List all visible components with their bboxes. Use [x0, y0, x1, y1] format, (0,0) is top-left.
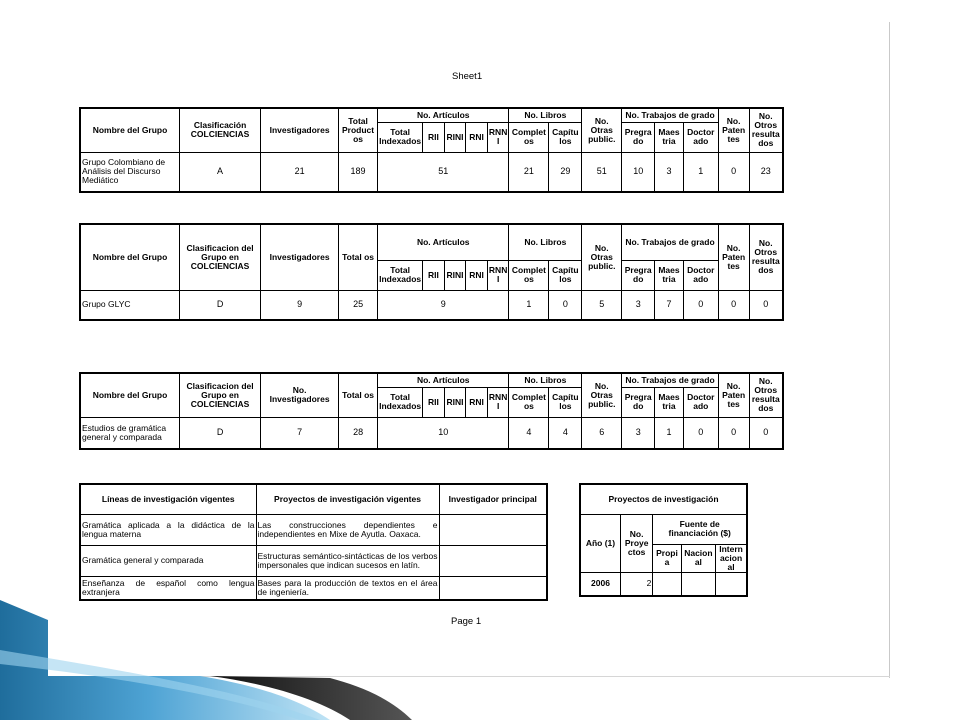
cell-maestria: 3 — [655, 152, 684, 192]
header-rinii: RINI — [444, 122, 466, 152]
page-edge-right — [889, 22, 890, 678]
header-no-articulos: No. Artículos — [378, 224, 509, 260]
cell-nombre: Grupo Colombiano de Análisis del Discurso Mediático — [80, 152, 180, 192]
header-clasificacion: Clasificacion del Grupo en COLCIENCIAS — [180, 373, 261, 417]
cell-doctorado: 0 — [683, 417, 718, 449]
header-total-productos: Total Product os — [339, 108, 378, 152]
header-investigadores: Investigadores — [261, 224, 339, 290]
header-otros-resultados: No. Otros resulta dos — [749, 224, 783, 290]
cell-capitulos: 0 — [549, 290, 582, 320]
header-trabajos-grado: No. Trabajos de grado — [622, 373, 718, 387]
header-rni: RNI — [466, 387, 488, 417]
linea-cell: Enseñanza de español como lengua extranjera — [80, 576, 256, 600]
header-propia: Propi a — [653, 544, 681, 572]
header-completos: Complet os — [509, 122, 549, 152]
header-patentes: No. Paten tes — [718, 373, 749, 417]
header-rnni: RNN I — [487, 387, 509, 417]
proyecto-cell: Bases para la producción de textos en el área de ingeniería. — [256, 576, 439, 600]
header-rinii: RINI — [444, 260, 466, 290]
cell-patentes: 0 — [718, 417, 749, 449]
cell-articulos: 9 — [378, 290, 509, 320]
page-footer: Page 1 — [451, 616, 482, 627]
header-otros-resultados: No. Otros resulta dos — [749, 373, 783, 417]
header-proyectos-vigentes: Proyectos de investigación vigentes — [256, 484, 439, 514]
proyectos-title: Proyectos de investigación — [580, 484, 747, 514]
cell-otras: 6 — [582, 417, 622, 449]
cell-clasificacion: D — [180, 290, 261, 320]
decorative-wave — [0, 560, 560, 720]
header-total-indexados: Total Indexados — [378, 260, 423, 290]
cell-nacional — [681, 572, 715, 596]
header-lineas: Líneas de investigación vigentes — [80, 484, 256, 514]
header-nombre: Nombre del Grupo — [80, 108, 180, 152]
header-clasificacion: Clasificación COLCIENCIAS — [180, 108, 261, 152]
cell-doctorado: 0 — [683, 290, 718, 320]
cell-total: 28 — [339, 417, 378, 449]
cell-completos: 21 — [509, 152, 549, 192]
header-investigadores: No. Investigadores — [261, 373, 339, 417]
header-pregrado: Pregra do — [622, 387, 655, 417]
cell-capitulos: 29 — [549, 152, 582, 192]
header-nacional: Nacion al — [681, 544, 715, 572]
header-rni: RNI — [466, 260, 488, 290]
linea-cell: Gramática general y comparada — [80, 545, 256, 576]
header-no-articulos: No. Artículos — [378, 373, 509, 387]
proyectos-table — [579, 483, 748, 597]
header-capitulos: Capítu los — [549, 260, 582, 290]
group-table-glyc — [79, 223, 784, 321]
header-rii: RII — [423, 260, 445, 290]
header-nombre: Nombre del Grupo — [80, 224, 180, 290]
header-anio: Año (1) — [580, 514, 620, 572]
cell-completos: 1 — [509, 290, 549, 320]
header-trabajos-grado: No. Trabajos de grado — [622, 224, 718, 260]
cell-investigadores: 21 — [261, 152, 339, 192]
header-no-libros: No. Libros — [509, 373, 582, 387]
cell-doctorado: 1 — [683, 152, 718, 192]
header-patentes: No. Paten tes — [718, 108, 749, 152]
cell-articulos: 51 — [378, 152, 509, 192]
cell-investigadores: 9 — [261, 290, 339, 320]
header-clasificacion: Clasificacion del Grupo en COLCIENCIAS — [180, 224, 261, 290]
cell-pregrado: 10 — [622, 152, 655, 192]
header-maestria: Maes tria — [655, 387, 684, 417]
header-internacional: Intern acion al — [716, 544, 747, 572]
header-otras-public: No. Otras public. — [582, 373, 622, 417]
header-maestria: Maes tria — [655, 260, 684, 290]
header-doctorado: Doctor ado — [683, 260, 718, 290]
header-total-indexados: Total Indexados — [378, 387, 423, 417]
cell-pregrado: 3 — [622, 290, 655, 320]
cell-nombre: Estudios de gramática general y comparada — [80, 417, 180, 449]
cell-no-proyectos: 2 — [620, 572, 652, 596]
cell-total: 25 — [339, 290, 378, 320]
cell-patentes: 0 — [718, 290, 749, 320]
cell-maestria: 1 — [655, 417, 684, 449]
header-capitulos: Capítu los — [549, 387, 582, 417]
header-no-libros: No. Libros — [509, 108, 582, 122]
cell-otras: 5 — [582, 290, 622, 320]
header-capitulos: Capítu los — [549, 122, 582, 152]
sheet-title: Sheet1 — [452, 71, 483, 82]
header-completos: Complet os — [509, 260, 549, 290]
header-completos: Complet os — [509, 387, 549, 417]
header-total-indexados: Total Indexados — [378, 122, 423, 152]
cell-total: 189 — [339, 152, 378, 192]
header-no-proyectos: No. Proye ctos — [620, 514, 652, 572]
header-maestria: Maes tria — [655, 122, 684, 152]
header-otras-public: No. Otras public. — [582, 224, 622, 290]
cell-otros: 0 — [749, 290, 783, 320]
linea-cell: Gramática aplicada a la didáctica de la lengua materna — [80, 514, 256, 545]
header-trabajos-grado: No. Trabajos de grado — [622, 108, 718, 122]
header-total-productos: Total os — [339, 373, 378, 417]
header-otros-resultados: No. Otros resulta dos — [749, 108, 783, 152]
header-nombre: Nombre del Grupo — [80, 373, 180, 417]
cell-capitulos: 4 — [549, 417, 582, 449]
cell-clasificacion: A — [180, 152, 261, 192]
group-table-estudios — [79, 372, 784, 450]
investigador-cell — [439, 514, 547, 545]
header-rii: RII — [423, 122, 445, 152]
cell-anio: 2006 — [580, 572, 620, 596]
cell-nombre: Grupo GLYC — [80, 290, 180, 320]
cell-completos: 4 — [509, 417, 549, 449]
proyecto-cell: Estructuras semántico-sintácticas de los verbos impersonales que indican sucesos en latín. — [256, 545, 439, 576]
cell-otros: 0 — [749, 417, 783, 449]
header-rii: RII — [423, 387, 445, 417]
header-fuente: Fuente de financiación ($) — [653, 514, 747, 544]
cell-clasificacion: D — [180, 417, 261, 449]
header-rinii: RINI — [444, 387, 466, 417]
header-doctorado: Doctor ado — [683, 122, 718, 152]
header-no-libros: No. Libros — [509, 224, 582, 260]
cell-investigadores: 7 — [261, 417, 339, 449]
cell-otras: 51 — [582, 152, 622, 192]
cell-propia — [653, 572, 681, 596]
header-rnni: RNN I — [487, 122, 509, 152]
cell-patentes: 0 — [718, 152, 749, 192]
proyecto-cell: Las construcciones dependientes e independientes en Mixe de Ayutla. Oaxaca. — [256, 514, 439, 545]
cell-internacional — [716, 572, 747, 596]
cell-pregrado: 3 — [622, 417, 655, 449]
cell-otros: 23 — [749, 152, 783, 192]
cell-articulos: 10 — [378, 417, 509, 449]
group-table-colombiano — [79, 107, 784, 193]
header-rnni: RNN I — [487, 260, 509, 290]
header-otras-public: No. Otras public. — [582, 108, 622, 152]
cell-maestria: 7 — [655, 290, 684, 320]
header-investigador-principal: Investigador principal — [439, 484, 547, 514]
header-pregrado: Pregra do — [622, 260, 655, 290]
header-total-productos: Total os — [339, 224, 378, 290]
header-doctorado: Doctor ado — [683, 387, 718, 417]
header-investigadores: Investigadores — [261, 108, 339, 152]
header-rni: RNI — [466, 122, 488, 152]
header-patentes: No. Paten tes — [718, 224, 749, 290]
header-pregrado: Pregra do — [622, 122, 655, 152]
header-no-articulos: No. Artículos — [378, 108, 509, 122]
